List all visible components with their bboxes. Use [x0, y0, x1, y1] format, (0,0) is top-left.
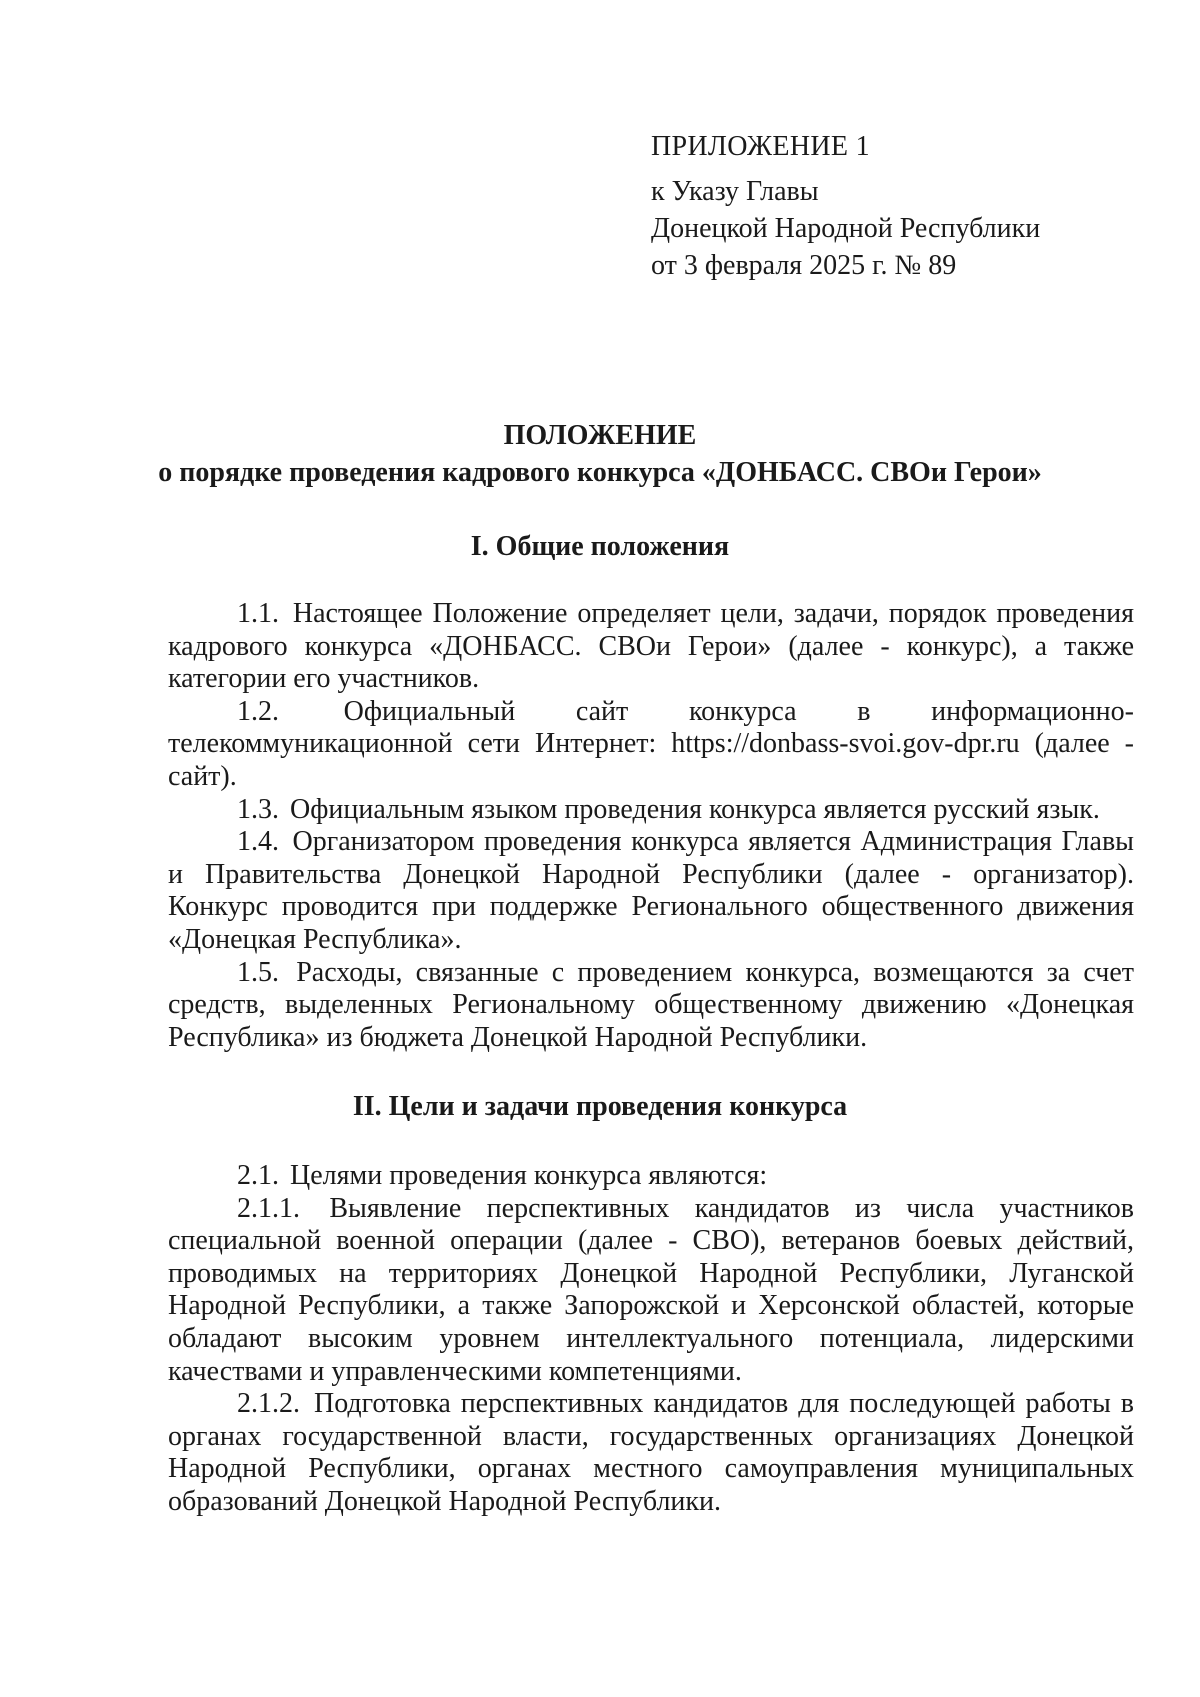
paragraph-1-4: [168, 826, 1134, 956]
paragraph-text: Официальный сайт конкурса в информационно-телекоммуникационной сети Интернет: https://donbass-svoi.gov-dpr.ru (далее - сайт).: [168, 695, 1134, 792]
document-title: ПОЛОЖЕНИЕ: [503, 420, 697, 451]
paragraph-text: Целями проведения конкурса являются:: [290, 1160, 768, 1191]
paragraph-number: 2.1.1.: [237, 1192, 300, 1224]
paragraph-text: Официальным языком проведения конкурса является русский язык.: [290, 793, 1100, 825]
appendix-line-decree: к Указу Главы: [651, 176, 819, 207]
paragraph-1-1: [168, 598, 1134, 696]
paragraph-text: Подготовка перспективных кандидатов для последующей работы в органах государственной власти, государственных организациях Донецкой Народной Республики, органах местного самоуправления муниципальных образований Донецкой Народной Республики.: [168, 1388, 1135, 1517]
appendix-line-date: от 3 февраля 2025 г. № 89: [651, 250, 957, 281]
appendix-title: ПРИЛОЖЕНИЕ 1: [651, 131, 870, 162]
paragraph-1-5: [168, 957, 1134, 1055]
paragraph-number: 1.2.: [237, 695, 279, 727]
section-body-general: [168, 598, 1134, 1054]
section-heading-general: I. Общие положения: [470, 531, 730, 562]
paragraph-2-1: [168, 1160, 1134, 1193]
paragraph-number: 1.4.: [237, 826, 279, 858]
paragraph-1-2: [168, 696, 1134, 794]
paragraph-text: Организатором проведения конкурса является Администрация Главы и Правительства Донецкой Народной Республики (далее - организатор). Конкурс проводится при поддержке Регионального общественного движения «Донецкая Республика».: [168, 826, 1134, 955]
paragraph-number: 1.3.: [237, 793, 279, 825]
paragraph-1-3: [168, 794, 1134, 827]
section-heading-goals: II. Цели и задачи проведения конкурса: [352, 1091, 848, 1122]
paragraph-text: Выявление перспективных кандидатов из числа участников специальной военной операции (далее - СВО), ветеранов боевых действий, проводимых на территориях Донецкой Народной Республики, Луганской Народной Республики, а также Запорожской и Херсонской областей, которые обладают высоким уровнем интеллектуального потенциала, лидерскими качествами и управленческими компетенциями.: [168, 1192, 1135, 1387]
paragraph-2-1-1: [168, 1193, 1134, 1389]
appendix-line-republic: Донецкой Народной Республики: [651, 213, 1041, 244]
appendix-block: [651, 128, 1040, 284]
section-body-goals: [168, 1160, 1134, 1519]
paragraph-text: Настоящее Положение определяет цели, задачи, порядок проведения кадрового конкурса «ДОНБАСС. СВОи Герои» (далее - конкурс), а также категории его участников.: [168, 598, 1134, 695]
paragraph-text: Расходы, связанные с проведением конкурса, возмещаются за счет средств, выделенных Региональному общественному движению «Донецкая Республика» из бюджета Донецкой Народной Республики.: [168, 956, 1135, 1053]
paragraph-number: 1.1.: [237, 598, 279, 629]
paragraph-number: 2.1.: [237, 1160, 279, 1191]
document-subtitle: о порядке проведения кадрового конкурса «ДОНБАСС. СВОи Герои»: [158, 457, 1042, 488]
paragraph-number: 1.5.: [237, 956, 279, 988]
paragraph-2-1-2: [168, 1388, 1134, 1518]
paragraph-number: 2.1.2.: [237, 1388, 300, 1420]
